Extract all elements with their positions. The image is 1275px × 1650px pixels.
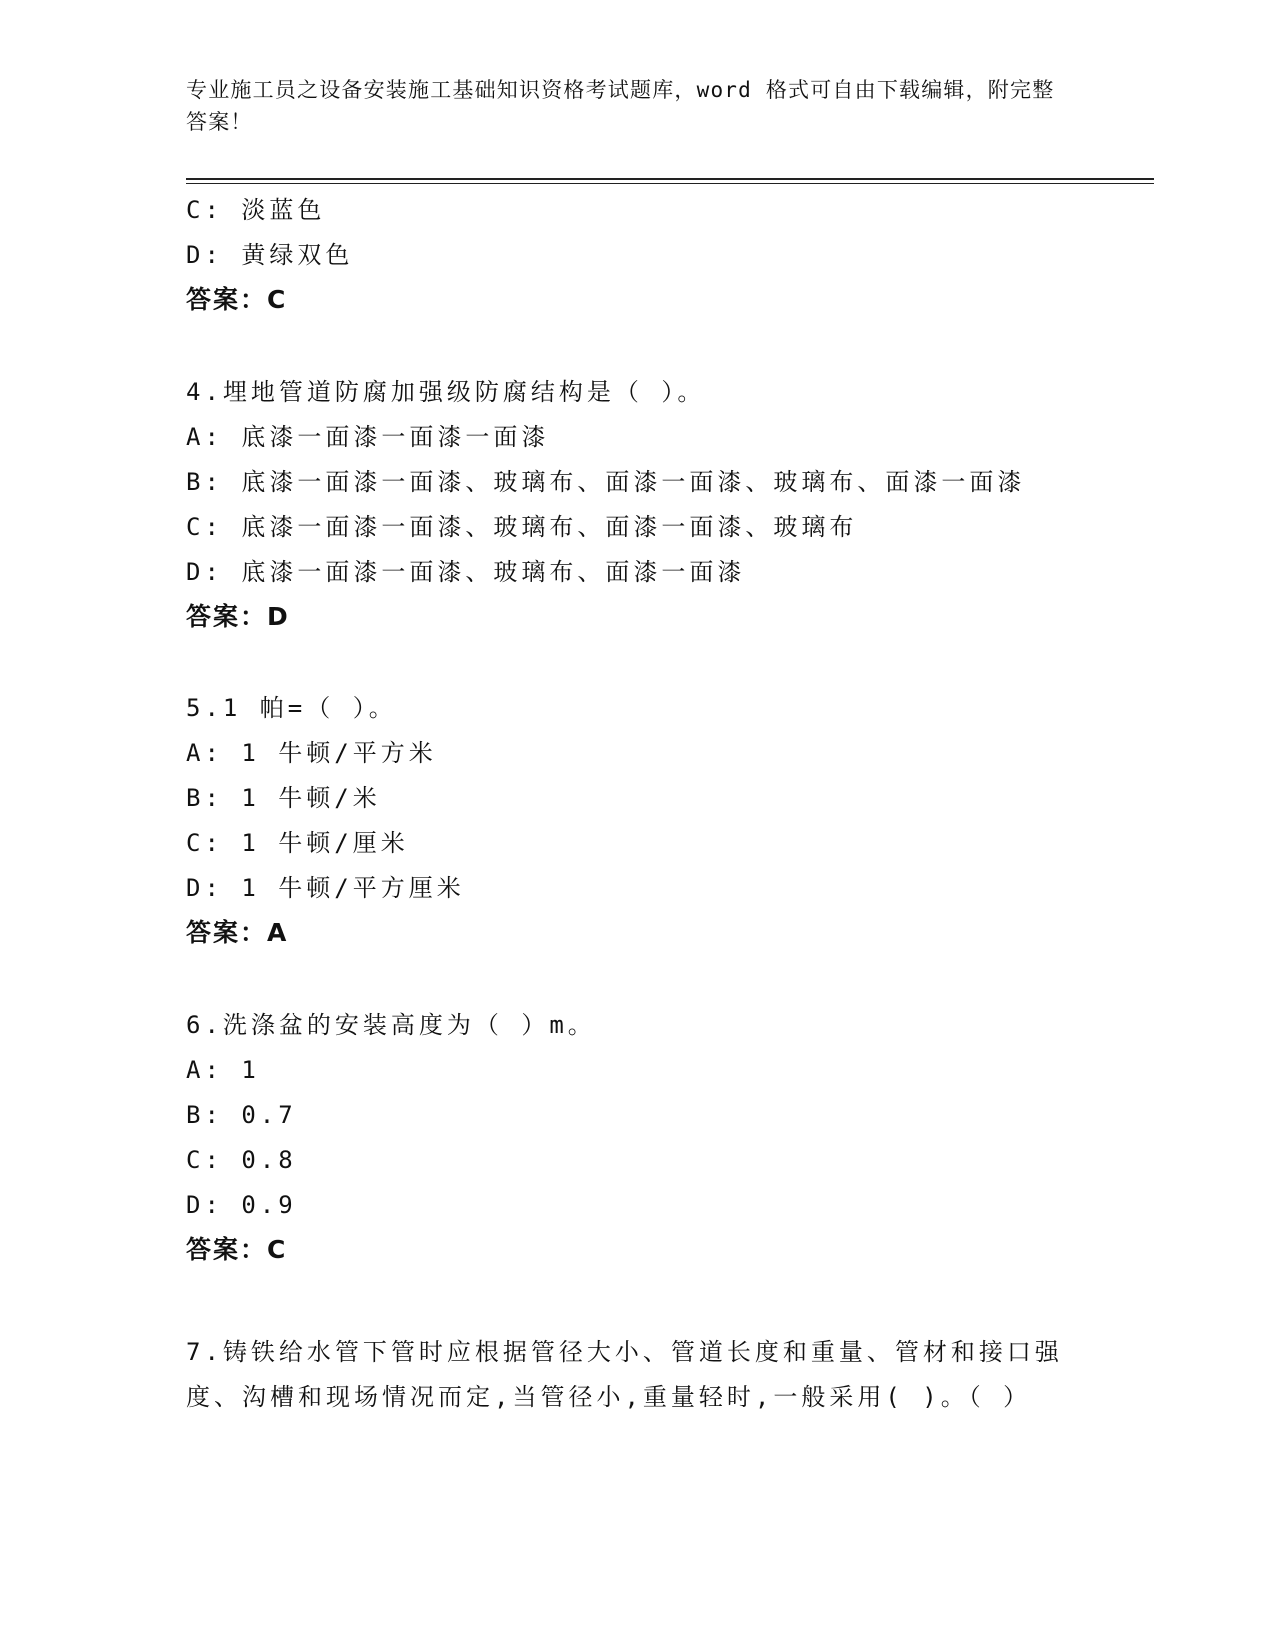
document-header: 专业施工员之设备安装施工基础知识资格考试题库，word 格式可自由下载编辑，附完整答案！ — [186, 78, 1055, 134]
answer: 答案：C — [186, 285, 288, 314]
option-c: C: 淡蓝色 — [186, 196, 326, 224]
option-a: A: 1 — [186, 1056, 260, 1084]
answer: 答案：D — [186, 602, 290, 631]
answer: 答案：C — [186, 1235, 288, 1264]
option-d: D: 0.9 — [186, 1191, 297, 1219]
option-a: A: 1 牛顿/平方米 — [186, 739, 437, 767]
question-4: 4.埋地管道防腐加强级防腐结构是（ ）。 — [186, 378, 706, 406]
option-c: C: 底漆一面漆一面漆、玻璃布、面漆一面漆、玻璃布 — [186, 513, 858, 541]
answer: 答案：A — [186, 918, 289, 947]
option-a: A: 底漆一面漆一面漆一面漆 — [186, 423, 550, 451]
option-c: C: 0.8 — [186, 1146, 297, 1174]
option-b: B: 底漆一面漆一面漆、玻璃布、面漆一面漆、玻璃布、面漆一面漆 — [186, 468, 1026, 496]
header-divider-thin — [186, 183, 1154, 184]
option-d: D: 1 牛顿/平方厘米 — [186, 874, 465, 902]
option-b: B: 0.7 — [186, 1101, 297, 1129]
option-d: D: 底漆一面漆一面漆、玻璃布、面漆一面漆 — [186, 558, 746, 586]
option-d: D: 黄绿双色 — [186, 241, 354, 269]
question-6: 6.洗涤盆的安装高度为（ ）m。 — [186, 1011, 596, 1039]
option-b: B: 1 牛顿/米 — [186, 784, 381, 812]
question-5: 5.1 帕=（ ）。 — [186, 694, 397, 722]
question-7: 7.铸铁给水管下管时应根据管径大小、管道长度和重量、管材和接口强度、沟槽和现场情况而定,当管径小,重量轻时,一般采用( )。（ ） — [186, 1338, 1063, 1411]
option-c: C: 1 牛顿/厘米 — [186, 829, 409, 857]
header-divider — [186, 178, 1154, 180]
